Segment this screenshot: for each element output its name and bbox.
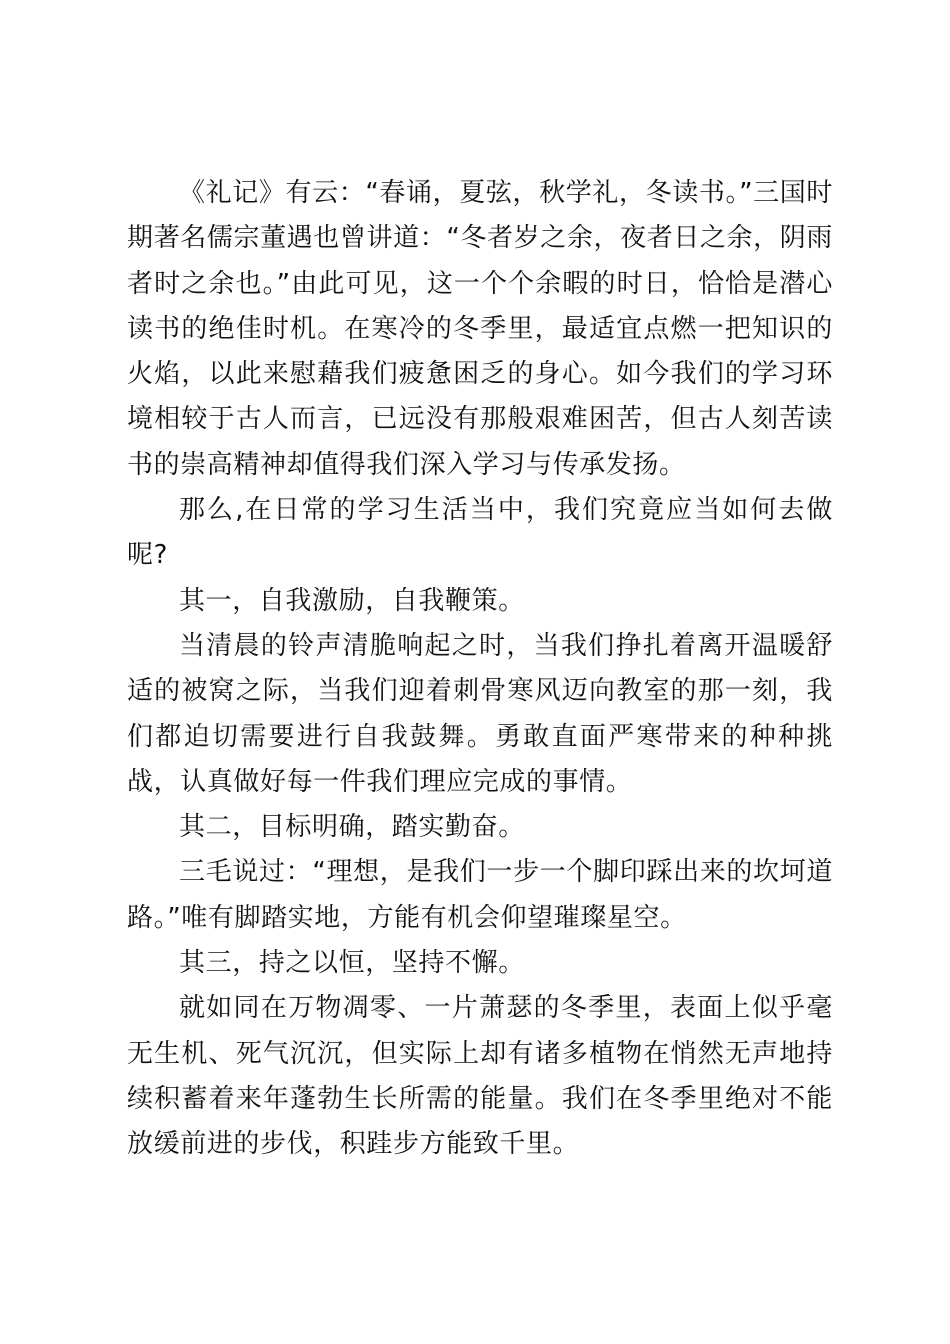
document-body	[127, 171, 833, 1168]
paragraph-intro: 《礼记》有云：“春诵，夏弦，秋学礼，冬读书。”三国时期著名儒宗董遇也曾讲道：“冬者岁之余，夜者日之余，阴雨者时之余也。”由此可见，这一个个余暇的时日，恰恰是潜心读书的绝佳时机。在寒冷的冬季里，最适宜点燃一把知识的火焰，以此来慰藉我们疲惫困乏的身心。如今我们的学习环境相较于古人而言，已远没有那般艰难困苦，但古人刻苦读书的崇高精神却值得我们深入学习与传承发扬。	[127, 178, 833, 480]
paragraph-point-two-heading: 其二，目标明确，踏实勤奋。	[179, 812, 525, 843]
paragraph-point-three-heading: 其三，持之以恒，坚持不懈。	[179, 948, 525, 979]
paragraph-point-one-heading: 其一，自我激励，自我鞭策。	[179, 585, 525, 616]
paragraph-point-two-body: 三毛说过：“理想，是我们一步一个脚印踩出来的坎坷道路。”唯有脚踏实地，方能有机会仰望璀璨星空。	[127, 857, 833, 933]
paragraph-point-one-body: 当清晨的铃声清脆响起之时，当我们挣扎着离开温暖舒适的被窝之际，当我们迎着刺骨寒风迈向教室的那一刻，我们都迫切需要进行自我鼓舞。勇敢直面严寒带来的种种挑战，认真做好每一件我们理应完成的事情。	[127, 630, 833, 797]
paragraph-point-three-body: 就如同在万物凋零、一片萧瑟的冬季里，表面上似乎毫无生机、死气沉沉，但实际上却有诸多植物在悄然无声地持续积蓄着来年蓬勃生长所需的能量。我们在冬季里绝对不能放缓前进的步伐，积跬步方能致千里。	[127, 993, 833, 1160]
paragraph-question: 那么,在日常的学习生活当中，我们究竟应当如何去做呢?	[127, 495, 833, 571]
